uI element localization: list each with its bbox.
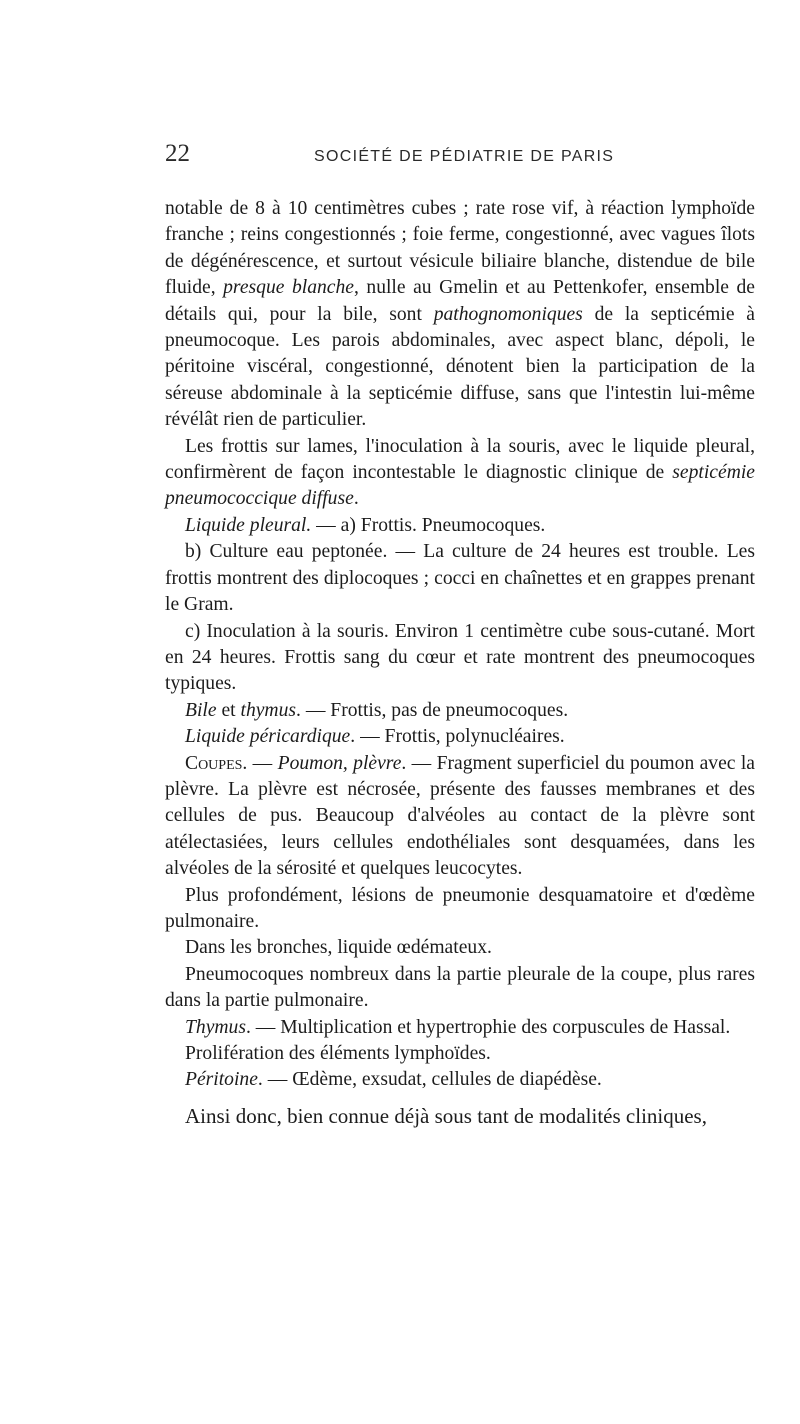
italic-span: Bile <box>185 699 217 721</box>
page-number: 22 <box>165 140 190 167</box>
paragraph-pleural-fluid <box>165 513 755 539</box>
text-span: et <box>216 699 241 721</box>
paragraph-bile-thymus <box>165 698 755 724</box>
italic-span: thymus <box>240 699 297 721</box>
paragraph-pneumococci <box>165 962 755 1015</box>
text-span: Ainsi donc, bien connue déjà sous tant de modalités cliniques, <box>185 1103 707 1128</box>
text-span: Dans les bronches, liquide œdémateux. <box>185 937 492 959</box>
paragraph-smears <box>165 434 755 513</box>
text-span: , nulle au Gmelin et au Pettenkofer, ensemble de détails qui, pour la bile, sont <box>165 277 756 325</box>
italic-span: Liquide péricardique <box>185 726 351 748</box>
text-span: b) Culture eau peptonée. — La culture de 24 heures est trouble. Les frottis montrent des diplocoques ; cocci en chaînettes et en grappes prenant le Gram. <box>165 541 755 616</box>
paragraph-sections-lung <box>165 751 755 883</box>
paragraph-pericardial-fluid <box>165 724 755 750</box>
paragraph-proliferation <box>165 1041 755 1067</box>
text-span: . — Fragment superficiel du poumon avec la plèvre. La plèvre est nécrosée, présente des fausses membranes et des cellules de pus. Beaucoup d'alvéoles au contact de la plèvre sont atélectasiées, leurs cellules endothéliales sont desquamées, dans les alvéoles de la sérosité et quelques leucocytes. <box>165 752 755 880</box>
italic-span: septicémie pneumococcique diffuse <box>165 462 755 510</box>
text-span: . — Œdème, exsudat, cellules de diapédèse. <box>257 1069 602 1091</box>
text-span: notable de 8 à 10 centimètres cubes ; rate rose vif, à réaction lymphoïde franche ; reins congestionnés ; foie ferme, congestionné, avec vagues îlots de dégénérescence, et surtout vésicule biliaire blanche, distendue de bile fluide, <box>165 198 755 299</box>
italic-span: Thymus <box>185 1016 246 1038</box>
body-text <box>165 196 755 1134</box>
paragraph-bronchi <box>165 935 755 961</box>
italic-span: Liquide pleural. <box>185 514 312 536</box>
page-header <box>0 140 800 180</box>
paragraph-deeper-lesions <box>165 883 755 936</box>
text-span: . — Frottis, pas de pneumocoques. <box>296 699 569 721</box>
paragraph-autopsy-findings <box>165 196 755 434</box>
text-span: . <box>353 488 359 510</box>
text-span: Prolifération des éléments lymphoïdes. <box>185 1043 491 1064</box>
paragraph-peritoneum <box>165 1067 755 1093</box>
paragraph-thymus <box>165 1015 755 1041</box>
italic-span: Poumon, plèvre <box>277 752 402 774</box>
paragraph-inoculation <box>165 619 755 698</box>
text-span: Les frottis sur lames, l'inoculation à la souris, avec le liquide pleural, confirmèrent de façon incontestable le diagnostic clinique de <box>165 435 755 484</box>
text-span: Pneumocoques nombreux dans la partie pleurale de la coupe, plus rares dans la partie pulmonaire. <box>165 963 755 1012</box>
text-span: de la septicémie à pneumocoque. Les parois abdominales, avec aspect blanc, dépoli, le péritoine viscéral, congestionné, dénotent bien la participation de la séreuse abdominale à la septicémie diffuse, sans que l'intestin lui-même révélât rien de particulier. <box>165 303 755 431</box>
italic-span: pathognomoniques <box>433 303 583 325</box>
paragraph-culture <box>165 539 755 618</box>
text-span: . — Multiplication et hypertrophie des corpuscules de Hassal. <box>245 1016 731 1038</box>
paragraph-conclusion <box>165 1098 755 1134</box>
text-span: . — Frottis, polynucléaires. <box>350 726 565 748</box>
italic-span: presque blanche <box>223 277 354 299</box>
text-span: c) Inoculation à la souris. Environ 1 centimètre cube sous-cutané. Mort en 24 heures. Frottis sang du cœur et rate montrent des pneumocoques typiques. <box>165 620 755 695</box>
text-span: — a) Frottis. Pneumocoques. <box>311 514 546 536</box>
text-span: — <box>247 752 278 774</box>
running-head: SOCIÉTÉ DE PÉDIATRIE DE PARIS <box>314 148 615 165</box>
text-span: Plus profondément, lésions de pneumonie desquamatoire et d'œdème pulmonaire. <box>165 884 755 932</box>
small-caps-span: Coupes. <box>185 752 248 774</box>
italic-span: Péritoine <box>185 1069 258 1091</box>
